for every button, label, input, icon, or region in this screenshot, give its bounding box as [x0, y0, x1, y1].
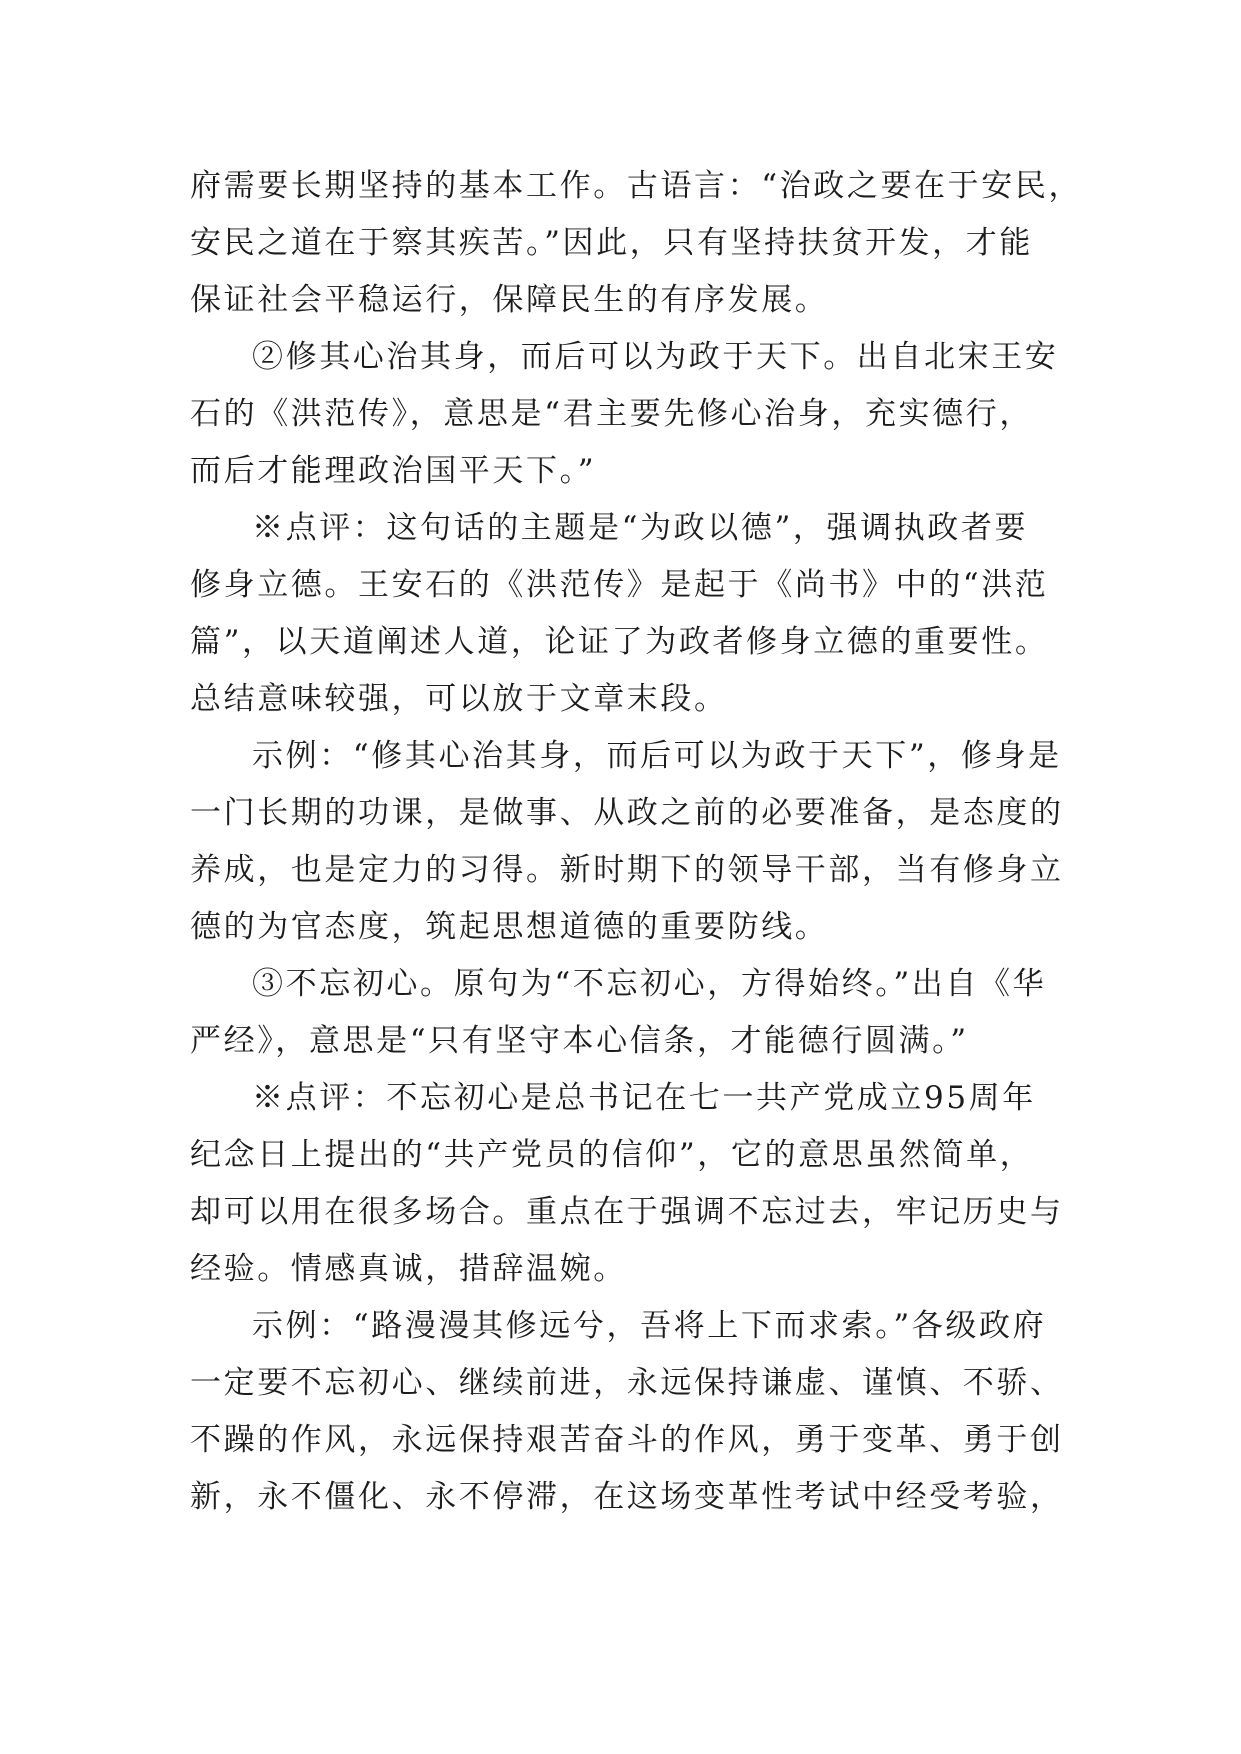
text-line: 石的《洪范传》，意思是“君主要先修心治身，充实德行，	[190, 396, 1033, 432]
text-line: 保证社会平稳运行，保障民生的有序发展。	[190, 282, 829, 318]
paragraph-first-line: ※点评：不忘初心是总书记在七一共产党成立95周年	[252, 1080, 1036, 1116]
text-line: 严经》，意思是“只有坚守本心信条，才能德行圆满。”	[190, 1023, 969, 1059]
text-line: 德的为官态度，筑起思想道德的重要防线。	[190, 909, 829, 945]
paragraph-first-line: ②修其心治其身，而后可以为政于天下。出自北宋王安	[252, 339, 1059, 375]
text-line: 新，永不僵化、永不停滞，在这场变革性考试中经受考验，	[190, 1479, 1064, 1515]
text-line: 安民之道在于察其疾苦。”因此，只有坚持扶贫开发，才能	[190, 225, 1033, 261]
text-line: 却可以用在很多场合。重点在于强调不忘过去，牢记历史与	[190, 1194, 1064, 1230]
text-line: 一定要不忘初心、继续前进，永远保持谦虚、谨慎、不骄、	[190, 1365, 1064, 1401]
text-line: 不躁的作风，永远保持艰苦奋斗的作风，勇于变革、勇于创	[190, 1422, 1064, 1458]
text-line: 经验。情感真诚，措辞温婉。	[190, 1251, 627, 1287]
paragraph-first-line: ③不忘初心。原句为“不忘初心，方得始终。”出自《华	[252, 966, 1047, 1002]
paragraph-first-line: 示例：“修其心治其身，而后可以为政于天下”，修身是	[252, 738, 1062, 774]
text-line: 纪念日上提出的“共产党员的信仰”，它的意思虽然简单，	[190, 1137, 1034, 1173]
text-line: 而后才能理政治国平天下。”	[190, 453, 597, 489]
document-body	[190, 158, 1083, 1526]
text-line: 养成，也是定力的习得。新时期下的领导干部，当有修身立	[190, 852, 1064, 888]
paragraph-first-line: ※点评：这句话的主题是“为政以德”，强调执政者要	[252, 510, 1029, 546]
text-line: 府需要长期坚持的基本工作。古语言：“治政之要在于安民，	[190, 168, 1083, 204]
text-line: 修身立德。王安石的《洪范传》是起于《尚书》中的“洪范	[190, 567, 1049, 603]
text-line: 总结意味较强，可以放于文章末段。	[190, 681, 728, 717]
paragraph-first-line: 示例：“路漫漫其修远兮，吾将上下而求索。”各级政府	[252, 1308, 1047, 1344]
text-line: 一门长期的功课，是做事、从政之前的必要准备，是态度的	[190, 795, 1064, 831]
text-line: 篇”，以天道阐述人道，论证了为政者修身立德的重要性。	[190, 624, 1049, 660]
